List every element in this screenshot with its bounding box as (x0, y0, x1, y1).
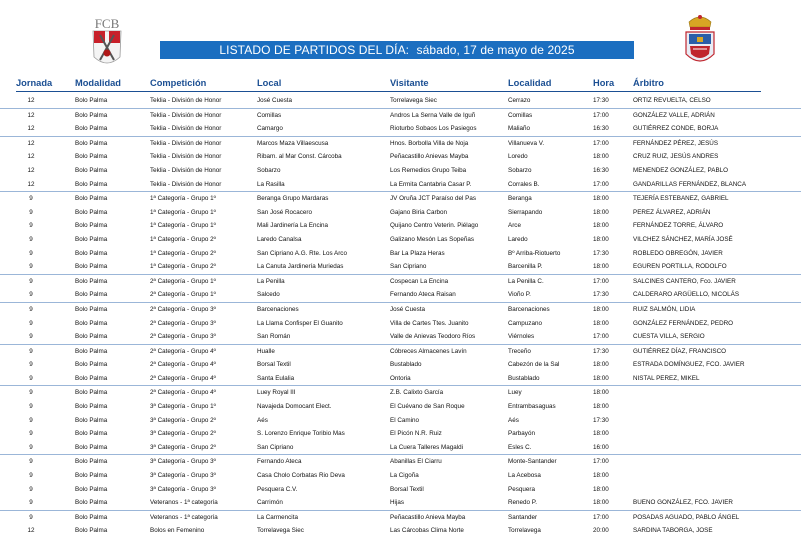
cell-localidad: La Acebosa (508, 472, 541, 480)
table-row (0, 260, 801, 275)
cell-visitante: Valle de Anievas Teodoro Ríos (390, 333, 476, 341)
table-row (0, 247, 801, 261)
cell-arbitro: TEJERÍA ESTEBANEZ, GABRIEL (633, 195, 729, 203)
cell-hora: 18:00 (593, 195, 609, 203)
cell-competicion: 3ª Categoría - Grupo 2º (150, 443, 216, 451)
cell-localidad: Comillas (508, 111, 533, 119)
cell-jornada: 9 (29, 319, 33, 327)
cell-arbitro: VILCHEZ SÁNCHEZ, MARÍA JOSÉ (633, 235, 733, 243)
cell-visitante: Peñacastillo Anieva Mayba (390, 513, 466, 521)
header-divider (16, 91, 761, 92)
cell-hora: 18:00 (593, 208, 609, 216)
header-visitante: Visitante (390, 78, 429, 88)
table-row (0, 386, 801, 400)
header-local: Local (257, 78, 282, 88)
cell-competicion: Veteranos - 1ª categoría (150, 513, 218, 521)
cell-modalidad: Bolo Palma (75, 430, 108, 438)
cell-localidad: Luey (508, 389, 522, 397)
cell-competicion: 3ª Categoría - Grupo 3º (150, 458, 216, 466)
cell-hora: 18:00 (593, 499, 609, 507)
table-row (0, 206, 801, 220)
cell-modalidad: Bolo Palma (75, 208, 108, 216)
cell-modalidad: Bolo Palma (75, 333, 108, 341)
cell-jornada: 9 (29, 263, 33, 271)
cell-hora: 17:00 (593, 139, 609, 147)
cell-hora: 17:00 (593, 277, 609, 285)
cell-jornada: 9 (29, 277, 33, 285)
cell-jornada: 9 (29, 235, 33, 243)
cell-arbitro: BUENO GONZÁLEZ, FCO. JAVIER (633, 499, 733, 507)
cell-competicion: 1ª Categoría - Grupo 1º (150, 222, 216, 230)
cell-jornada: 9 (29, 249, 33, 257)
cell-jornada: 9 (29, 513, 33, 521)
cell-visitante: Torrelavega Siec (390, 97, 437, 104)
table-row (0, 109, 801, 123)
cell-hora: 18:00 (593, 389, 609, 397)
table-row (0, 455, 801, 469)
cell-modalidad: Bolo Palma (75, 458, 108, 466)
cell-modalidad: Bolo Palma (75, 97, 108, 104)
cell-local: Comillas (257, 111, 282, 119)
cell-localidad: Loredo (508, 153, 528, 161)
cell-localidad: Corrales B. (508, 180, 540, 188)
cell-modalidad: Bolo Palma (75, 249, 108, 257)
cell-modalidad: Bolo Palma (75, 319, 108, 327)
cell-localidad: Cabezón de la Sal (508, 361, 560, 369)
cell-local: Casa Cholo Corbatas Rio Deva (257, 472, 345, 480)
cell-hora: 18:00 (593, 305, 609, 313)
cell-jornada: 12 (27, 527, 35, 535)
table-row (0, 414, 801, 428)
cell-hora: 17:00 (593, 111, 609, 119)
cell-localidad: Sobarzo (508, 166, 532, 174)
cell-competicion: 3ª Categoría - Grupo 3º (150, 485, 216, 493)
table-row (0, 94, 801, 109)
cell-localidad: La Penilla C. (508, 277, 544, 285)
cell-localidad: Laredo (508, 235, 528, 243)
table-row (0, 150, 801, 164)
cell-hora: 16:30 (593, 125, 609, 133)
cell-local: San Cipriano (257, 443, 294, 451)
cell-competicion: 2ª Categoría - Grupo 4º (150, 374, 216, 382)
cell-local: Carrimón (257, 499, 283, 507)
cell-localidad: Arce (508, 222, 521, 230)
cell-modalidad: Bolo Palma (75, 389, 108, 397)
cell-arbitro: GONZÁLEZ FERNÁNDEZ, PEDRO (633, 319, 734, 327)
cell-visitante: Fernando Ateca Raisan (390, 291, 456, 299)
cell-localidad: Esles C. (508, 443, 532, 451)
cell-localidad: Beranga (508, 195, 532, 203)
cell-local: La Penilla (257, 277, 285, 285)
cell-local: La Carmencita (257, 513, 298, 521)
cell-local: La Canuta Jardinería Muriedas (257, 263, 344, 271)
table-row (0, 178, 801, 193)
cell-local: La Llama Confisper El Guanito (257, 319, 343, 327)
cell-local: Borsal Textil (257, 361, 291, 369)
cell-modalidad: Bolo Palma (75, 235, 108, 243)
cell-jornada: 9 (29, 499, 33, 507)
title-banner (160, 41, 634, 59)
cell-hora: 18:00 (593, 430, 609, 438)
cell-jornada: 9 (29, 222, 33, 230)
cell-localidad: Villanueva V. (508, 139, 545, 147)
cell-visitante: La Cigoña (390, 472, 419, 480)
header-competicion: Competición (150, 78, 207, 88)
cell-local: Sobarzo (257, 166, 281, 174)
cell-localidad: Renedo P. (508, 499, 537, 507)
table-row (0, 275, 801, 289)
cell-competicion: 2ª Categoría - Grupo 3º (150, 333, 216, 341)
cell-modalidad: Bolo Palma (75, 139, 108, 147)
cell-local: Fernando Ateca (257, 458, 302, 466)
cell-local: José Cuesta (257, 97, 293, 104)
cell-modalidad: Bolo Palma (75, 416, 108, 424)
cell-modalidad: Bolo Palma (75, 195, 108, 203)
cell-modalidad: Bolo Palma (75, 222, 108, 230)
cell-modalidad: Bolo Palma (75, 374, 108, 382)
cell-competicion: 3ª Categoría - Grupo 2º (150, 416, 216, 424)
cell-jornada: 12 (27, 139, 35, 147)
cell-visitante: El Picón N.R. Ruiz (390, 430, 442, 438)
cell-competicion: Teklia - División de Honor (150, 139, 222, 147)
table-row (0, 137, 801, 151)
cell-hora: 18:00 (593, 222, 609, 230)
cell-localidad: Monte-Santander (508, 458, 557, 466)
cell-visitante: El Cuévano de San Roque (390, 403, 465, 411)
cell-modalidad: Bolo Palma (75, 485, 108, 493)
cell-local: Aés (257, 416, 268, 424)
table-row (0, 330, 801, 345)
cell-visitante: José Cuesta (390, 305, 426, 313)
cell-local: Laredo Canalsa (257, 235, 302, 243)
cell-local: San José Rocacero (257, 208, 312, 216)
cell-jornada: 9 (29, 485, 33, 493)
cell-jornada: 9 (29, 403, 33, 411)
cell-arbitro: GONZÁLEZ VALLE, ADRIÁN (633, 111, 715, 119)
cell-competicion: 3ª Categoría - Grupo 2º (150, 430, 216, 438)
table-row (0, 441, 801, 456)
cell-hora: 17:30 (593, 249, 609, 257)
cell-local: Beranga Grupo Mardaras (257, 195, 329, 203)
cell-jornada: 12 (27, 97, 35, 104)
cell-localidad: Maliaño (508, 125, 531, 133)
cell-local: La Rasilla (257, 180, 285, 188)
cell-modalidad: Bolo Palma (75, 361, 108, 369)
cell-local: Navajeda Domocant Elect. (257, 403, 332, 411)
cell-localidad: Treceño (508, 347, 531, 355)
table-header (0, 77, 801, 91)
cell-arbitro: POSADAS AGUADO, PABLO ÁNGEL (633, 513, 740, 521)
cell-competicion: Teklia - División de Honor (150, 180, 222, 188)
cell-hora: 20:00 (593, 527, 609, 535)
header-jornada: Jornada (16, 78, 53, 88)
cell-localidad: Vioño P. (508, 291, 531, 299)
cell-jornada: 9 (29, 361, 33, 369)
cell-arbitro: SALCINES CANTERO, Fco. JAVIER (633, 277, 736, 285)
cell-hora: 17:30 (593, 97, 609, 104)
cell-arbitro: CALDERARO ARGÜELLO, NICOLÁS (633, 291, 740, 299)
cell-local: Mali Jardinería La Encina (257, 222, 329, 230)
cell-hora: 16:00 (593, 443, 609, 451)
cell-jornada: 9 (29, 416, 33, 424)
cell-hora: 17:30 (593, 347, 609, 355)
cell-local: Ribam. al Mar Const. Cárcoba (257, 153, 342, 161)
cell-visitante: Los Remedios Grupo Teiba (390, 166, 467, 174)
cell-local: Camargo (257, 125, 283, 133)
cell-hora: 18:00 (593, 374, 609, 382)
cell-visitante: Rioturbo Sobaos Los Pasiegos (390, 125, 477, 133)
cell-jornada: 9 (29, 443, 33, 451)
cell-visitante: La Cuera Talleres Magaldi (390, 443, 464, 451)
cell-local: Salcedo (257, 291, 280, 299)
header-arbitro: Árbitro (633, 78, 664, 88)
cell-hora: 18:00 (593, 403, 609, 411)
cell-visitante: Cóbreces Almacenes Lavín (390, 347, 467, 355)
cell-visitante: Galizano Mesón Las Sopeñas (390, 235, 475, 243)
cell-local: S. Lorenzo Enrique Toribio Mas (257, 430, 345, 438)
cell-hora: 18:00 (593, 361, 609, 369)
cell-visitante: Las Cárcobas Clima Norte (390, 527, 464, 535)
cell-jornada: 9 (29, 389, 33, 397)
table-row (0, 511, 801, 525)
cell-hora: 18:00 (593, 153, 609, 161)
cell-arbitro: CRUZ RUIZ, JESÚS ANDRES (633, 153, 719, 161)
cell-jornada: 12 (27, 166, 35, 174)
table-row (0, 400, 801, 414)
cell-modalidad: Bolo Palma (75, 443, 108, 451)
cell-competicion: 1ª Categoría - Grupo 2º (150, 235, 216, 243)
cell-modalidad: Bolo Palma (75, 153, 108, 161)
cell-modalidad: Bolo Palma (75, 180, 108, 188)
cell-arbitro: GUTIÉRREZ DÍAZ, FRANCISCO (633, 347, 727, 355)
cell-local: Hualle (257, 347, 275, 355)
cell-modalidad: Bolo Palma (75, 347, 108, 355)
cell-visitante: Borsal Textil (390, 485, 424, 493)
header-localidad: Localidad (508, 78, 552, 88)
table-row (0, 288, 801, 303)
cell-hora: 17:00 (593, 458, 609, 466)
cell-hora: 18:00 (593, 472, 609, 480)
cell-localidad: Sierrapando (508, 208, 543, 216)
cell-jornada: 9 (29, 291, 33, 299)
cell-arbitro: FERNÁNDEZ TORRE, ÁLVARO (633, 222, 724, 230)
cell-visitante: Bustablado (390, 361, 422, 369)
cell-hora: 18:00 (593, 263, 609, 271)
cell-jornada: 12 (27, 153, 35, 161)
cell-competicion: 2ª Categoría - Grupo 4º (150, 389, 216, 397)
table-row (0, 233, 801, 247)
table-row (0, 345, 801, 359)
cell-jornada: 9 (29, 195, 33, 203)
cell-local: San Cipriano A.G. Rte. Los Arco (257, 249, 347, 257)
cell-jornada: 9 (29, 208, 33, 216)
cell-competicion: Teklia - División de Honor (150, 166, 222, 174)
header-hora: Hora (593, 78, 615, 88)
cell-modalidad: Bolo Palma (75, 403, 108, 411)
table-row (0, 427, 801, 441)
cell-modalidad: Bolo Palma (75, 499, 108, 507)
cell-visitante: Gajano Biria Carbon (390, 208, 448, 216)
cell-modalidad: Bolo Palma (75, 125, 108, 133)
cell-competicion: 3ª Categoría - Grupo 1º (150, 403, 216, 411)
cell-hora: 18:00 (593, 485, 609, 493)
table-row (0, 358, 801, 372)
cell-localidad: Parbayón (508, 430, 535, 438)
cell-modalidad: Bolo Palma (75, 527, 108, 535)
cell-competicion: Teklia - División de Honor (150, 111, 222, 119)
cell-arbitro: ROBLEDO OBREGÓN, JAVIER (633, 249, 723, 257)
cell-arbitro: EGUREN PORTILLA, RODOLFO (633, 263, 727, 271)
cell-hora: 17:00 (593, 513, 609, 521)
cell-local: Luey Royal III (257, 389, 296, 397)
cell-arbitro: ORTIZ REVUELTA, CELSO (633, 97, 711, 104)
federation-logo (84, 13, 130, 73)
cell-competicion: 2ª Categoría - Grupo 3º (150, 305, 216, 313)
cell-competicion: Teklia - División de Honor (150, 153, 222, 161)
cell-arbitro: MENENDEZ GONZÁLEZ, PABLO (633, 166, 729, 174)
cell-visitante: Z.B. Calixto García (390, 389, 444, 397)
cell-localidad: Bº Arriba-Riotuerto (508, 249, 561, 257)
cell-localidad: Campuzano (508, 319, 542, 327)
cell-arbitro: GANDARILLAS FERNÁNDEZ, BLANCA (633, 180, 747, 188)
cell-visitante: El Camino (390, 416, 420, 424)
header-modalidad: Modalidad (75, 78, 121, 88)
cell-visitante: Hijas (390, 499, 404, 507)
cell-competicion: 1ª Categoría - Grupo 2º (150, 249, 216, 257)
cell-jornada: 12 (27, 111, 35, 119)
table-row (0, 164, 801, 178)
cell-localidad: Aés (508, 416, 519, 424)
cell-arbitro: RUIZ SALMÓN, LIDIA (633, 305, 696, 313)
cell-visitante: Quijano Centro Veterin. Piélago (390, 222, 479, 230)
cell-jornada: 9 (29, 458, 33, 466)
cell-competicion: 2ª Categoría - Grupo 1º (150, 277, 216, 285)
cell-localidad: Cerrazo (508, 97, 531, 104)
cell-modalidad: Bolo Palma (75, 263, 108, 271)
cell-localidad: Santander (508, 513, 538, 521)
cell-visitante: JV Oruña JCT Paraíso del Pas (390, 195, 476, 203)
cell-hora: 16:30 (593, 166, 609, 174)
cell-visitante: Bar La Plaza Heras (390, 249, 445, 257)
banner-date: sábado, 17 de mayo de 2025 (416, 43, 575, 57)
cell-modalidad: Bolo Palma (75, 111, 108, 119)
cell-local: Torrelavega Siec (257, 527, 304, 535)
cell-competicion: Veteranos - 1ª categoría (150, 499, 218, 507)
cell-jornada: 9 (29, 374, 33, 382)
cell-arbitro: GUTIÉRREZ CONDE, BORJA (633, 125, 719, 133)
cell-arbitro: NISTAL PEREZ, MIKEL (633, 374, 700, 382)
cell-arbitro: CUESTA VILLA, SERGIO (633, 333, 705, 341)
cell-modalidad: Bolo Palma (75, 291, 108, 299)
cell-modalidad: Bolo Palma (75, 305, 108, 313)
cell-local: Pesquera C.V. (257, 485, 298, 493)
cell-localidad: Barcenilla P. (508, 263, 543, 271)
cell-hora: 17:00 (593, 333, 609, 341)
cell-hora: 18:00 (593, 319, 609, 327)
cell-competicion: 2ª Categoría - Grupo 1º (150, 291, 216, 299)
cell-hora: 17:30 (593, 291, 609, 299)
cell-localidad: Bustablado (508, 374, 540, 382)
cell-modalidad: Bolo Palma (75, 472, 108, 480)
cell-jornada: 9 (29, 472, 33, 480)
cell-jornada: 9 (29, 305, 33, 313)
cell-modalidad: Bolo Palma (75, 513, 108, 521)
cell-arbitro: ESTRADA DOMÍNGUEZ, FCO. JAVIER (633, 361, 745, 369)
cell-competicion: Teklia - División de Honor (150, 97, 222, 104)
cell-visitante: Cospecan La Encina (390, 277, 449, 285)
cell-arbitro: PEREZ ÁLVAREZ, ADRIÁN (633, 208, 711, 216)
coat-of-arms (680, 12, 720, 72)
cell-modalidad: Bolo Palma (75, 277, 108, 285)
logo-text: FCB (94, 16, 120, 31)
cell-localidad: Viérnoles (508, 333, 535, 341)
table-row (0, 496, 801, 511)
cell-local: Barcenaciones (257, 305, 299, 313)
cell-hora: 18:00 (593, 235, 609, 243)
table-row (0, 483, 801, 497)
cell-jornada: 12 (27, 125, 35, 133)
cell-local: Marcos Maza Villaescusa (257, 139, 329, 147)
matches-table (0, 94, 801, 538)
cell-competicion: Bolos en Femenino (150, 527, 205, 535)
table-row (0, 469, 801, 483)
table-row (0, 317, 801, 331)
cell-localidad: Entrambasaguas (508, 403, 556, 411)
table-row (0, 192, 801, 206)
cell-jornada: 12 (27, 180, 35, 188)
cell-jornada: 9 (29, 430, 33, 438)
cell-visitante: La Ermita Cantabria Casar P. (390, 180, 472, 188)
cell-competicion: 3ª Categoría - Grupo 3º (150, 472, 216, 480)
cell-jornada: 9 (29, 347, 33, 355)
cell-localidad: Torrelavega (508, 527, 541, 535)
cell-competicion: 2ª Categoría - Grupo 4º (150, 361, 216, 369)
cell-arbitro: SARDINA TABORGA, JOSE (633, 527, 713, 535)
cell-visitante: Hnos. Borbolla Villa de Noja (390, 139, 469, 147)
banner-title: LISTADO DE PARTIDOS DEL DÍA: (219, 43, 410, 57)
table-row (0, 524, 801, 538)
table-row (0, 372, 801, 387)
table-row (0, 303, 801, 317)
cell-competicion: 2ª Categoría - Grupo 4º (150, 347, 216, 355)
cell-visitante: Peñacastillo Anievas Mayba (390, 153, 469, 161)
cell-visitante: Villa de Cartes Ttes. Juanito (390, 319, 469, 327)
cell-arbitro: FERNÁNDEZ PÉREZ, JESÚS (633, 139, 719, 147)
cell-hora: 17:30 (593, 416, 609, 424)
cell-modalidad: Bolo Palma (75, 166, 108, 174)
cell-competicion: 1ª Categoría - Grupo 1º (150, 208, 216, 216)
cell-local: Santa Eulalia (257, 374, 295, 382)
cell-competicion: Teklia - División de Honor (150, 125, 222, 133)
cell-local: San Román (257, 333, 291, 341)
cell-competicion: 1ª Categoría - Grupo 1º (150, 195, 216, 203)
cell-jornada: 9 (29, 333, 33, 341)
cell-visitante: Andros La Serna Valle de Iguñ (390, 111, 476, 119)
cell-competicion: 2ª Categoría - Grupo 3º (150, 319, 216, 327)
cell-hora: 17:00 (593, 180, 609, 188)
table-row (0, 219, 801, 233)
cell-visitante: San Cipriano (390, 263, 427, 271)
cell-competicion: 1ª Categoría - Grupo 2º (150, 263, 216, 271)
cell-localidad: Pesquera (508, 485, 535, 493)
cell-visitante: Abanillas El Ciarru (390, 458, 442, 466)
cell-localidad: Barcenaciones (508, 305, 550, 313)
table-row (0, 122, 801, 137)
cell-visitante: Ontoria (390, 374, 411, 382)
